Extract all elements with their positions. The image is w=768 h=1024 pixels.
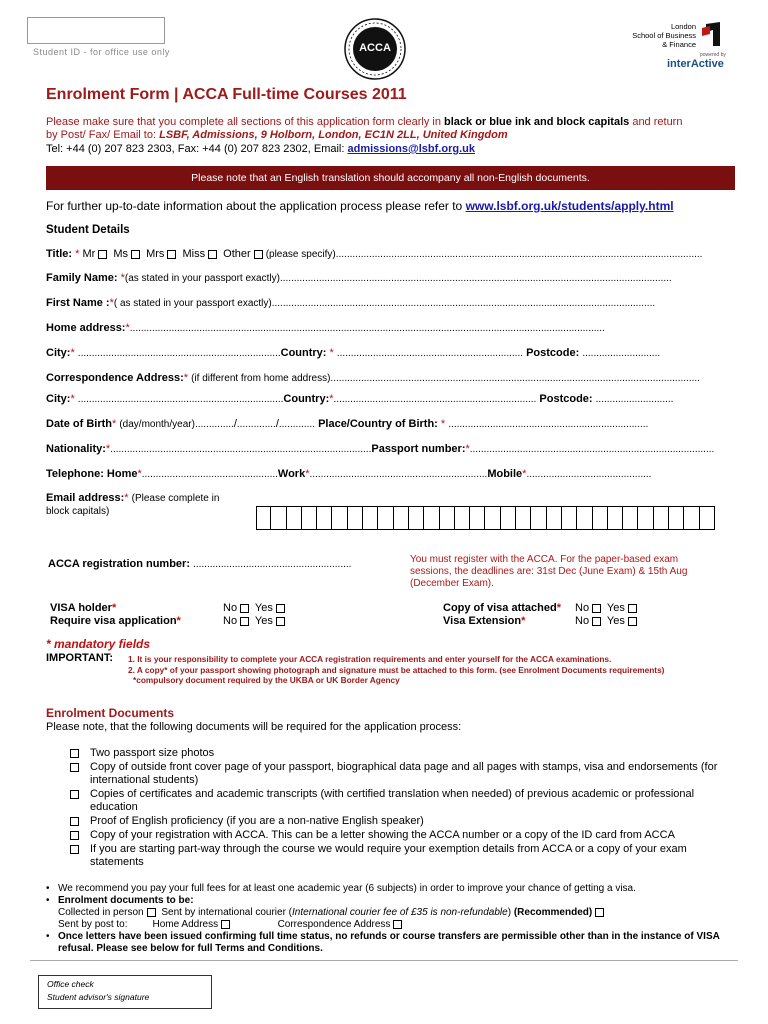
intro-address: LSBF, Admissions, 9 Holborn, London, EC1N 2LL, United Kingdom [159, 129, 508, 141]
home-address-field[interactable]: ........................................................................................................................................................................... [129, 323, 605, 334]
city-label-2: City: [46, 393, 71, 405]
title-row: Title: * Mr Ms Mrs Miss Other (please specify).................................................................................................................................... [46, 248, 703, 260]
copy-visa-options: No Yes [575, 602, 640, 614]
family-name-row: Family Name: *(as stated in your passport exactly)............................................................................................................................................. [46, 272, 672, 284]
lsbf-mark-icon [700, 20, 726, 48]
first-name-note: ( as stated in your passport exactly) [113, 298, 272, 309]
title-option-ms: Ms [113, 248, 129, 260]
doc-checkbox-2[interactable] [70, 763, 79, 772]
intro-part2: and return [629, 116, 683, 128]
correspondence-note: (if different from home address) [191, 373, 331, 384]
doc-checkbox-1[interactable] [70, 749, 79, 758]
correspondence-field[interactable]: ..................................................................................................................................... [330, 373, 700, 384]
city-row-1: City:* .........................................................................Country: * ................................................................... Postcode: ............................ [46, 347, 661, 359]
intro-line-3 [46, 143, 475, 155]
lsbf-line-2: School of Business [632, 31, 696, 40]
notes-list [46, 883, 736, 955]
powered-by: powered by [700, 52, 726, 58]
require-visa-yes-checkbox[interactable] [276, 617, 285, 626]
visa-extension-label: Visa Extension* [443, 615, 526, 627]
place-of-birth-label: Place/Country of Birth: [318, 418, 438, 430]
correspondence-address-checkbox[interactable] [393, 920, 402, 929]
further-info [46, 199, 674, 213]
important-item-2: 2. A copy* of your passport showing photograph and signature must be attached to this form. (see Enrolment Documents requirements) [128, 665, 665, 675]
email-note-1: (Please complete in [131, 493, 220, 504]
city-label-1: City: [46, 347, 71, 359]
require-visa-options: No Yes [223, 615, 288, 627]
enrolment-docs-heading: Enrolment Documents [46, 706, 175, 720]
acca-reg-field[interactable]: ......................................................... [193, 559, 352, 570]
copy-visa-label: Copy of visa attached* [443, 602, 561, 614]
city-field-1[interactable]: ......................................................................... [77, 348, 281, 359]
postcode-label-2: Postcode: [539, 393, 593, 405]
correspondence-label: Correspondence Address: [46, 372, 184, 384]
acca-seal-text: ACCA [359, 42, 391, 54]
postcode-label-1: Postcode: [526, 347, 580, 359]
student-details-heading: Student Details [46, 224, 130, 236]
place-of-birth-field[interactable]: ........................................................................ [448, 419, 649, 430]
intro-line2-prefix: by Post/ Fax/ Email to: [46, 129, 160, 141]
visa-holder-yes-checkbox[interactable] [276, 604, 285, 613]
nationality-field[interactable]: .............................................................................................. [110, 444, 372, 455]
country-field-1[interactable]: ................................................................... [336, 348, 524, 359]
copy-visa-yes-checkbox[interactable] [628, 604, 637, 613]
title-mr-checkbox[interactable] [98, 250, 107, 259]
intro-line-2 [46, 129, 508, 141]
tel-home-field[interactable]: ................................................. [141, 469, 278, 480]
note-fees: • We recommend you pay your full fees for at least one academic year (6 subjects) in order to improve your chance of getting a visa. [46, 883, 736, 895]
require-visa-no-checkbox[interactable] [240, 617, 249, 626]
collected-checkbox[interactable] [147, 908, 156, 917]
telephone-row: Telephone: Home*.................................................Work*................................................................Mobile*............................................. [46, 468, 652, 480]
title-ms-checkbox[interactable] [131, 250, 140, 259]
mandatory-note: * mandatory fields [46, 637, 151, 651]
title-option-miss: Miss [182, 248, 206, 260]
list-item: Copies of certificates and academic transcripts (with certified translation when needed) of previous academic or professional education [68, 788, 728, 814]
enrolment-docs-intro: Please note, that the following documents will be required for the application process: [46, 721, 462, 733]
important-item-3: *compulsory document required by the UKBA or UK Border Agency [133, 675, 400, 685]
doc-checkbox-3[interactable] [70, 790, 79, 799]
title-specify: (please specify) [265, 249, 336, 260]
note-docs: • Enrolment documents to be: Collected in person Sent by international courier (International courier fee of £35 is non-refundable) (Recommended) Sent by post to: Home Address Correspondence Address [46, 895, 736, 931]
acca-seal [344, 18, 406, 80]
note-refund: • Once letters have been issued confirming full time status, no refunds or course transfers are permissible other than in the instance of VISA refusal. Please see below for full Terms and Conditions. [46, 931, 736, 955]
student-id-box[interactable] [27, 17, 165, 44]
student-id-hint: Student ID - for office use only [33, 47, 170, 57]
family-name-note: (as stated in your passport exactly) [124, 273, 280, 284]
dob-label: Date of Birth [46, 418, 112, 430]
enrolment-docs-list [68, 747, 728, 870]
translation-banner [46, 166, 735, 190]
office-check-line-2: Student advisor's signature [47, 992, 150, 1002]
passport-field[interactable]: ........................................................................................ [469, 444, 715, 455]
title-label: Title: [46, 248, 73, 260]
banner-text: Please note that an English translation should accompany all non-English documents. [191, 172, 590, 184]
title-option-mr: Mr [82, 248, 96, 260]
title-specify-field[interactable]: .................................................................................................................................... [335, 249, 703, 260]
list-item: Copy of your registration with ACCA. This can be a letter showing the ACCA number or a copy of the ID card from ACCA [68, 829, 728, 842]
title-option-other: Other [223, 248, 251, 260]
intro-part1: Please make sure that you complete all sections of this application form clearly in [46, 116, 445, 128]
intro-bold: black or blue ink and block capitals [444, 116, 630, 128]
work-field[interactable]: ................................................................ [309, 469, 488, 480]
doc-checkbox-5[interactable] [70, 831, 79, 840]
acca-reg-label: ACCA registration number: [48, 558, 190, 570]
city-row-2: City:* ..........................................................................Country:*......................................................................... Postcode: ............................ [46, 393, 674, 405]
visa-extension-options: No Yes [575, 615, 640, 627]
visa-extension-no-checkbox[interactable] [592, 617, 601, 626]
family-name-label: Family Name: [46, 272, 118, 284]
dob-note: (day/month/year) [119, 419, 195, 430]
doc-checkbox-4[interactable] [70, 817, 79, 826]
first-name-field[interactable]: .......................................................................................................................................... [271, 298, 656, 309]
email-label-block: Email address:* (Please complete in block capitals) [46, 492, 220, 517]
apply-link[interactable]: www.lsbf.org.uk/students/apply.html [465, 199, 674, 213]
country-field-2[interactable]: ......................................................................... [333, 394, 537, 405]
lsbf-line-1: London [670, 22, 696, 31]
home-address-row: Home address:*........................................................................................................................................................................... [46, 322, 605, 334]
dob-field[interactable]: .............. [194, 419, 234, 430]
email-note-2: block capitals) [46, 506, 110, 517]
divider [30, 960, 738, 961]
list-item: Copy of outside front cover page of your passport, biographical data page and all pages with stamps, visa and endorsements (for international students) [68, 761, 728, 787]
nationality-label: Nationality: [46, 443, 106, 455]
tel-home-label: Telephone: Home [46, 468, 138, 480]
acca-note: You must register with the ACCA. For the paper-based exam sessions, the deadlines are: 31st Dec (June Exam) & 15th Aug (December Exam). [410, 554, 688, 589]
office-check-line-1: Office check [47, 979, 94, 989]
home-address-label: Home address: [46, 322, 126, 334]
work-label: Work [277, 468, 306, 480]
passport-label: Passport number: [371, 443, 466, 455]
office-check-box[interactable] [38, 975, 212, 1009]
list-item: Two passport size photos [68, 747, 728, 760]
visa-extension-yes-checkbox[interactable] [628, 617, 637, 626]
email-address-label: Email address: [46, 492, 125, 504]
first-name-row: First Name :*( as stated in your passport exactly).......................................................................................................................................... [46, 297, 656, 309]
country-label-1: Country: [280, 347, 327, 359]
visa-holder-label: VISA holder* [50, 602, 117, 614]
country-label-2: Country: [283, 393, 330, 405]
mobile-field[interactable]: ............................................. [526, 469, 652, 480]
acca-reg-row [48, 558, 351, 570]
nationality-row: Nationality:*..............................................................................................Passport number:*........................................................................................ [46, 443, 715, 455]
list-item: If you are starting part-way through the course we would require your exemption details from ACCA or a copy of your exam statements [68, 843, 728, 869]
visa-holder-no-checkbox[interactable] [240, 604, 249, 613]
list-item: Proof of English proficiency (if you are a non-native English speaker) [68, 815, 728, 828]
title-miss-checkbox[interactable] [208, 250, 217, 259]
visa-holder-options: No Yes [223, 602, 288, 614]
copy-visa-no-checkbox[interactable] [592, 604, 601, 613]
courier-checkbox[interactable] [595, 908, 604, 917]
title-option-mrs: Mrs [146, 248, 165, 260]
email-link[interactable]: admissions@lsbf.org.uk [347, 143, 475, 155]
city-field-2[interactable]: .......................................................................... [77, 394, 284, 405]
intro-line-1 [46, 116, 682, 128]
postcode-field-1[interactable]: ............................ [582, 348, 661, 359]
email-boxes[interactable] [256, 506, 715, 530]
home-address-checkbox[interactable] [221, 920, 230, 929]
postcode-field-2[interactable]: ............................ [595, 394, 674, 405]
page-title: Enrolment Form | ACCA Full-time Courses 2011 [46, 86, 407, 103]
intro-line3: Tel: +44 (0) 207 823 2303, Fax: +44 (0) 207 823 2302, Email: [46, 143, 348, 155]
doc-checkbox-6[interactable] [70, 845, 79, 854]
title-other-checkbox[interactable] [254, 250, 263, 259]
further-info-text: For further up-to-date information about the application process please refer to [46, 199, 466, 213]
first-name-label: First Name : [46, 297, 110, 309]
important-item-1: 1. It is your responsibility to complete your ACCA registration requirements and enter yourself for the ACCA examinations. [128, 654, 612, 664]
correspondence-row: Correspondence Address:* (if different from home address)..................................................................................................................................... [46, 372, 700, 384]
important-label: IMPORTANT: [46, 652, 114, 664]
mobile-label: Mobile [487, 468, 523, 480]
family-name-field[interactable]: ............................................................................................................................................. [279, 273, 672, 284]
lsbf-logo [616, 22, 696, 49]
dob-row: Date of Birth* (day/month/year)............../............../............. Place/Country of Birth: * ........................................................................ [46, 418, 649, 430]
title-mrs-checkbox[interactable] [167, 250, 176, 259]
require-visa-label: Require visa application* [50, 615, 181, 627]
interactive-logo: interActive [667, 58, 724, 70]
lsbf-line-3: & Finance [662, 40, 696, 49]
